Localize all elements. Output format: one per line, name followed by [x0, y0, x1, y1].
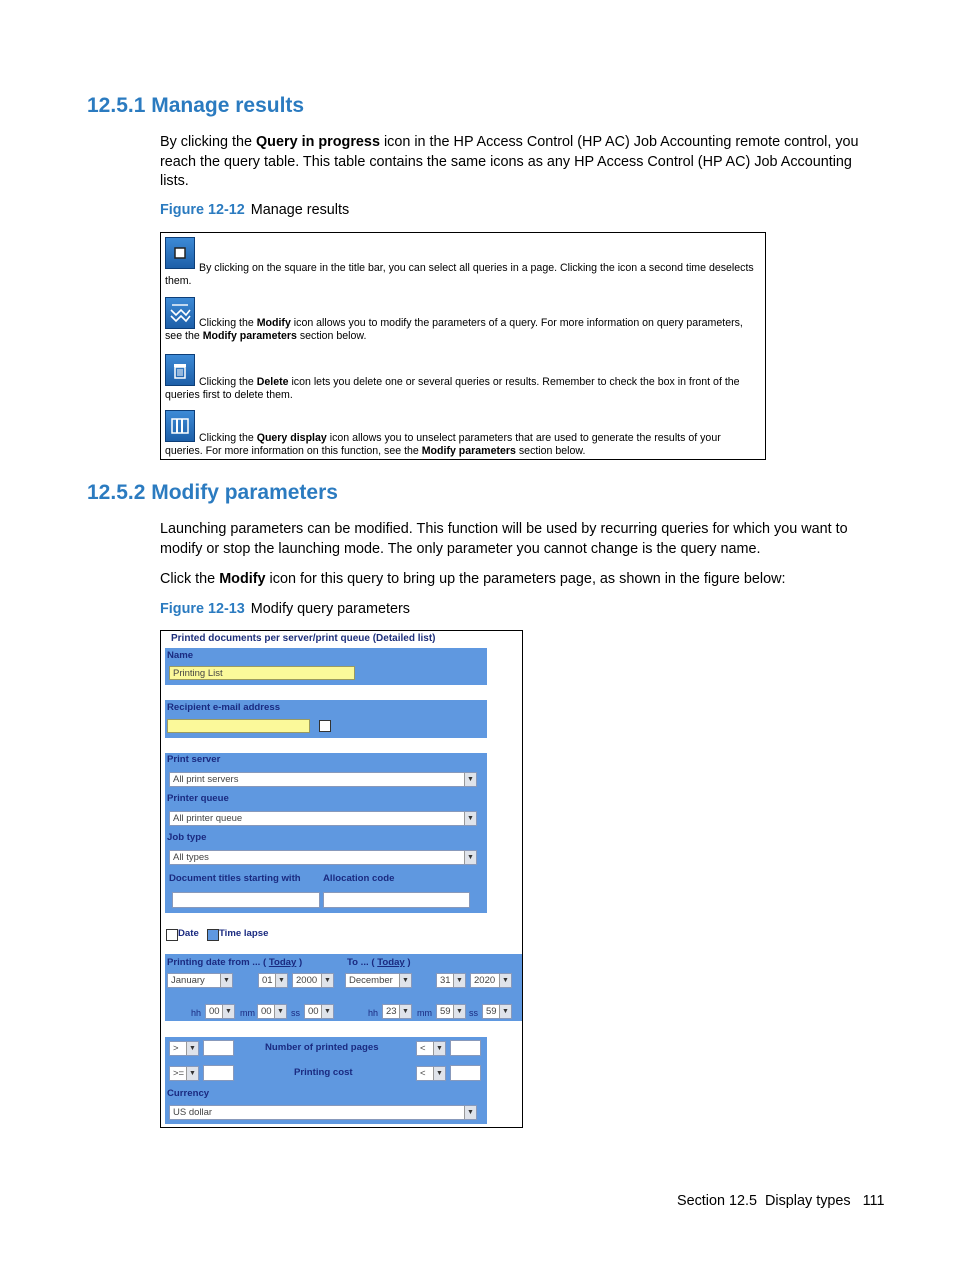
from-label-text: Printing date from ... ( — [167, 957, 267, 968]
to-second-value: 59 — [486, 1006, 497, 1017]
hh-label: hh — [191, 1008, 202, 1018]
pages-min-input[interactable] — [203, 1040, 234, 1056]
to-month-select[interactable] — [345, 973, 412, 988]
bold-text: Query in progress — [255, 134, 380, 150]
to-hour-select[interactable] — [382, 1004, 412, 1019]
time-lapse-label: Time lapse — [219, 928, 269, 939]
printing-cost-label: Printing cost — [294, 1067, 353, 1078]
close-paren: ) — [407, 957, 411, 968]
pages-operator-select[interactable] — [169, 1041, 199, 1056]
from-year-value: 2000 — [296, 975, 318, 986]
cost-lt-select[interactable] — [416, 1066, 446, 1081]
text-run: Clicking the — [199, 317, 257, 329]
pages-max-input[interactable] — [450, 1040, 481, 1056]
to-label-text: To ... ( — [347, 957, 375, 968]
chevron-down-icon: ▼ — [433, 1042, 445, 1055]
figure-number: Figure 12-13 — [160, 601, 245, 617]
text-run: icon allows you to modify the parameters of a query. For more information on query parameters, see the — [165, 317, 743, 342]
from-month-select[interactable] — [167, 973, 233, 988]
close-paren: ) — [299, 957, 303, 968]
cost-operator-value: >= — [173, 1068, 185, 1079]
allocation-code-label: Allocation code — [323, 873, 395, 884]
modify-parameters-paragraph — [160, 520, 880, 559]
section-heading-modify-parameters: 12.5.2 Modify parameters — [87, 481, 338, 504]
bold-text: Modify parameters — [202, 330, 297, 342]
from-second-select[interactable] — [304, 1004, 334, 1019]
figure-12-13-caption — [160, 601, 410, 617]
cost-operator-select[interactable] — [169, 1066, 199, 1081]
printer-queue-label: Printer queue — [167, 793, 229, 804]
chevron-down-icon: ▼ — [222, 1005, 234, 1018]
text-run: Clicking the — [199, 432, 257, 444]
cost-max-input[interactable] — [450, 1065, 481, 1081]
job-type-label: Job type — [167, 832, 207, 843]
today-link-to[interactable]: Today — [377, 957, 405, 968]
to-minute-value: 59 — [440, 1006, 451, 1017]
bold-text: Modify parameters — [421, 445, 516, 457]
name-field[interactable]: Printing List — [169, 666, 355, 680]
chevron-down-icon: ▼ — [220, 974, 232, 987]
figure-number: Figure 12-12 — [160, 202, 245, 218]
email-field[interactable] — [167, 719, 310, 733]
text-run: icon allows you to unselect parameters that are used to generate the results of your queries. For more information on this function, see the — [165, 432, 721, 457]
from-year-select[interactable] — [292, 973, 334, 988]
chevron-down-icon: ▼ — [453, 974, 465, 987]
chevron-down-icon: ▼ — [321, 974, 333, 987]
bold-text: Delete — [256, 376, 289, 388]
cost-lt-value: < — [420, 1068, 426, 1079]
to-year-select[interactable] — [470, 973, 512, 988]
chevron-down-icon: ▼ — [464, 773, 476, 786]
text-run: Launching parameters can be modified. This function will be used by recurring queries for which you want to modify or stop the launching mode. The only parameter you cannot change is the query name. — [160, 521, 848, 557]
figure-manage-results — [160, 232, 766, 460]
bold-text: Modify — [256, 317, 291, 329]
from-hour-select[interactable] — [205, 1004, 235, 1019]
figure-modify-query-parameters — [160, 630, 523, 1128]
footer-title: Display types — [765, 1193, 851, 1209]
text-run: icon lets you delete one or several queries or results. Remember to check the box in front of the queries first to delete them. — [165, 376, 740, 401]
text-run: section below. — [296, 330, 367, 342]
chevron-down-icon: ▼ — [186, 1067, 198, 1080]
date-label: Date — [178, 928, 199, 939]
ss-label: ss — [469, 1008, 478, 1018]
to-year-value: 2020 — [474, 975, 496, 986]
figure-row-text — [165, 262, 761, 288]
form-title: Printed documents per server/print queue (Detailed list) — [171, 633, 436, 644]
from-hour-value: 00 — [209, 1006, 220, 1017]
from-date-label — [167, 957, 302, 968]
name-label: Name — [167, 650, 194, 661]
figure-row-text — [165, 432, 761, 458]
cost-min-input[interactable] — [203, 1065, 234, 1081]
to-minute-select[interactable] — [436, 1004, 466, 1019]
figure-row-text — [165, 317, 761, 343]
currency-label: Currency — [167, 1088, 210, 1099]
time-lapse-radio[interactable] — [207, 929, 219, 941]
figure-row-text — [165, 376, 761, 402]
hh-label: hh — [368, 1008, 379, 1018]
page-number: 111 — [862, 1193, 885, 1209]
chevron-down-icon: ▼ — [274, 1005, 286, 1018]
chevron-down-icon: ▼ — [186, 1042, 198, 1055]
chevron-down-icon: ▼ — [453, 1005, 465, 1018]
to-day-select[interactable] — [436, 973, 466, 988]
today-link-from[interactable]: Today — [268, 957, 297, 968]
from-day-value: 01 — [262, 975, 273, 986]
chevron-down-icon: ▼ — [399, 974, 411, 987]
bold-text: Modify — [219, 571, 266, 587]
doc-titles-label: Document titles starting with — [169, 873, 301, 884]
chevron-down-icon: ▼ — [499, 974, 511, 987]
printed-pages-label: Number of printed pages — [265, 1042, 379, 1053]
chevron-down-icon: ▼ — [275, 974, 287, 987]
email-checkbox[interactable] — [319, 720, 331, 732]
text-run: section below. — [515, 445, 586, 457]
bold-text: Query display — [256, 432, 327, 444]
text-run: By clicking on the square in the title bar, you can select all queries in a page. Clicking the icon a second time deselects them. — [165, 262, 754, 287]
doc-titles-input[interactable] — [172, 892, 320, 908]
chevron-down-icon: ▼ — [321, 1005, 333, 1018]
chevron-down-icon: ▼ — [433, 1067, 445, 1080]
pages-lt-select[interactable] — [416, 1041, 446, 1056]
text-run: Clicking the — [199, 376, 257, 388]
currency-value: US dollar — [173, 1107, 213, 1118]
chevron-down-icon: ▼ — [464, 812, 476, 825]
figure-title: Modify query parameters — [250, 601, 410, 617]
allocation-code-input[interactable] — [323, 892, 470, 908]
to-month-value: December — [349, 975, 393, 986]
pages-operator-value: > — [173, 1043, 179, 1054]
text-run: Click the — [160, 571, 220, 587]
currency-select[interactable] — [169, 1105, 477, 1120]
to-hour-value: 23 — [386, 1006, 397, 1017]
ss-label: ss — [291, 1008, 300, 1018]
job-type-value: All types — [173, 852, 209, 863]
mm-label: mm — [417, 1008, 432, 1018]
printer-queue-select[interactable] — [169, 811, 477, 826]
footer-section: Section 12.5 — [677, 1193, 758, 1209]
from-month-value: January — [171, 975, 205, 986]
section-heading-manage-results: 12.5.1 Manage results — [87, 94, 305, 117]
manage-results-paragraph — [160, 133, 880, 192]
print-server-label: Print server — [167, 754, 221, 765]
chevron-down-icon: ▼ — [464, 851, 476, 864]
email-label: Recipient e-mail address — [167, 702, 281, 713]
to-date-label — [347, 957, 411, 968]
text-run: icon in the HP Access Control (HP AC) Job Accounting remote control, you reach the query table. This table contains the same icons as any HP Access Control (HP AC) Job Accounting lists. — [160, 134, 859, 189]
job-type-select[interactable] — [169, 850, 477, 865]
text-run: By clicking the — [160, 134, 256, 150]
from-day-select[interactable] — [258, 973, 288, 988]
to-day-value: 31 — [440, 975, 451, 986]
from-second-value: 00 — [308, 1006, 319, 1017]
page-footer — [677, 1193, 884, 1209]
pages-lt-value: < — [420, 1043, 426, 1054]
from-minute-select[interactable] — [257, 1004, 287, 1019]
chevron-down-icon: ▼ — [399, 1005, 411, 1018]
modify-instruction-paragraph — [160, 570, 880, 590]
print-server-value: All print servers — [173, 774, 239, 785]
mm-label: mm — [240, 1008, 255, 1018]
from-minute-value: 00 — [261, 1006, 272, 1017]
date-radio[interactable] — [166, 929, 178, 941]
figure-12-12-caption — [160, 202, 349, 218]
figure-title: Manage results — [250, 202, 350, 218]
printer-queue-value: All printer queue — [173, 813, 243, 824]
text-run: icon for this query to bring up the parameters page, as shown in the figure below: — [265, 571, 786, 587]
chevron-down-icon: ▼ — [464, 1106, 476, 1119]
to-second-select[interactable] — [482, 1004, 512, 1019]
chevron-down-icon: ▼ — [499, 1005, 511, 1018]
print-server-select[interactable] — [169, 772, 477, 787]
